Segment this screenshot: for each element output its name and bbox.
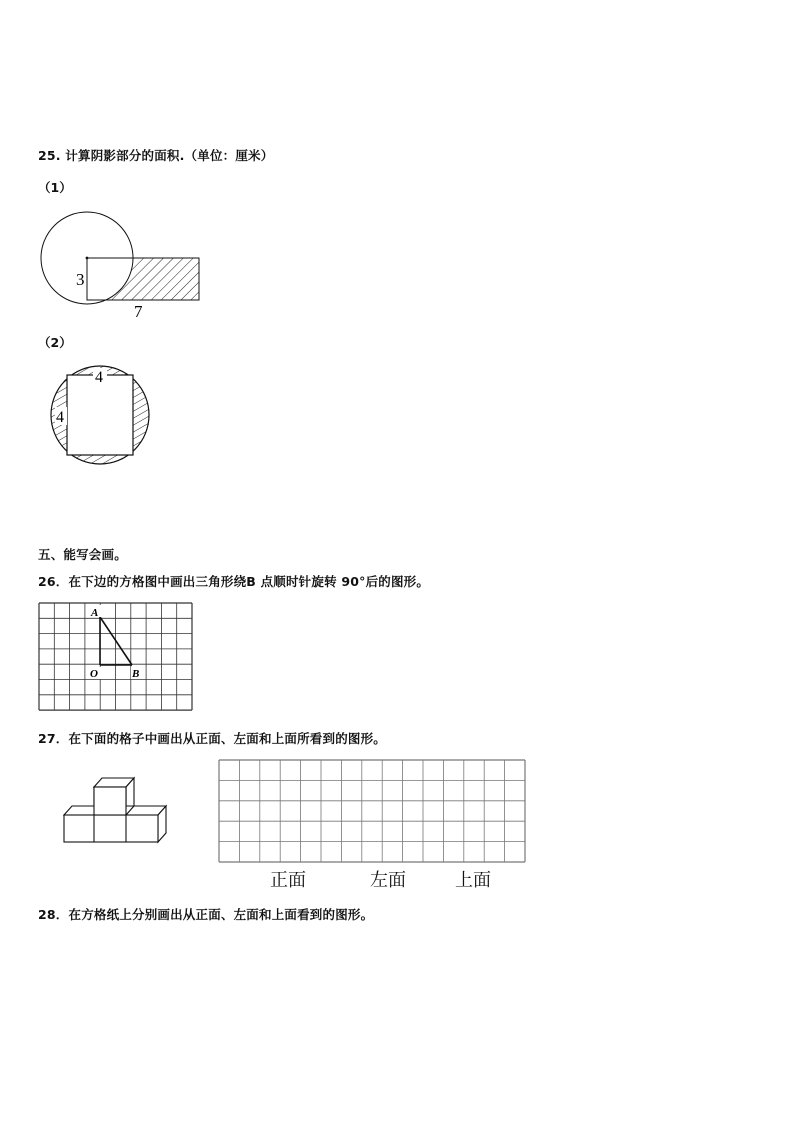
side-3-label: 3 bbox=[76, 270, 85, 289]
left-view-label: 左面 bbox=[370, 870, 406, 891]
left-4-label: 4 bbox=[56, 409, 64, 426]
q26-grid bbox=[38, 601, 194, 713]
question-28-text: 28．在方格纸上分别画出从正面、左面和上面看到的图形。 bbox=[38, 907, 374, 922]
question-27-text: 27．在下面的格子中画出从正面、左面和上面所看到的图形。 bbox=[38, 731, 386, 746]
triangle-side-ab bbox=[100, 617, 132, 665]
q25-part2-label: （2） bbox=[38, 335, 72, 350]
shaded-region bbox=[87, 258, 199, 300]
bottom-7-label: 7 bbox=[134, 302, 143, 321]
bottom-row-front-face bbox=[64, 815, 158, 842]
grid-lines bbox=[39, 603, 192, 710]
top-4-label: 4 bbox=[95, 369, 103, 386]
point-b-label: B bbox=[132, 668, 140, 680]
point-a-label: A bbox=[91, 607, 99, 619]
q25-part1-label: （1） bbox=[38, 180, 72, 195]
q27-cube-figure bbox=[62, 773, 182, 863]
question-25-text: 25. 计算阴影部分的面积.（单位：厘米） bbox=[38, 148, 274, 163]
top-view-label: 上面 bbox=[455, 870, 491, 891]
q25-figure-1 bbox=[38, 205, 208, 325]
point-o-label: O bbox=[90, 668, 98, 680]
front-view-label: 正面 bbox=[270, 870, 306, 891]
q27-answer-grid bbox=[218, 759, 528, 865]
inscribed-square bbox=[67, 375, 133, 455]
section-5-title: 五、能写会画。 bbox=[38, 547, 127, 562]
q25-figure-2 bbox=[45, 365, 165, 475]
question-26-text: 26．在下边的方格图中画出三角形绕B 点顺时针旋转 90°后的图形。 bbox=[38, 574, 430, 589]
answer-grid-lines bbox=[219, 760, 525, 862]
